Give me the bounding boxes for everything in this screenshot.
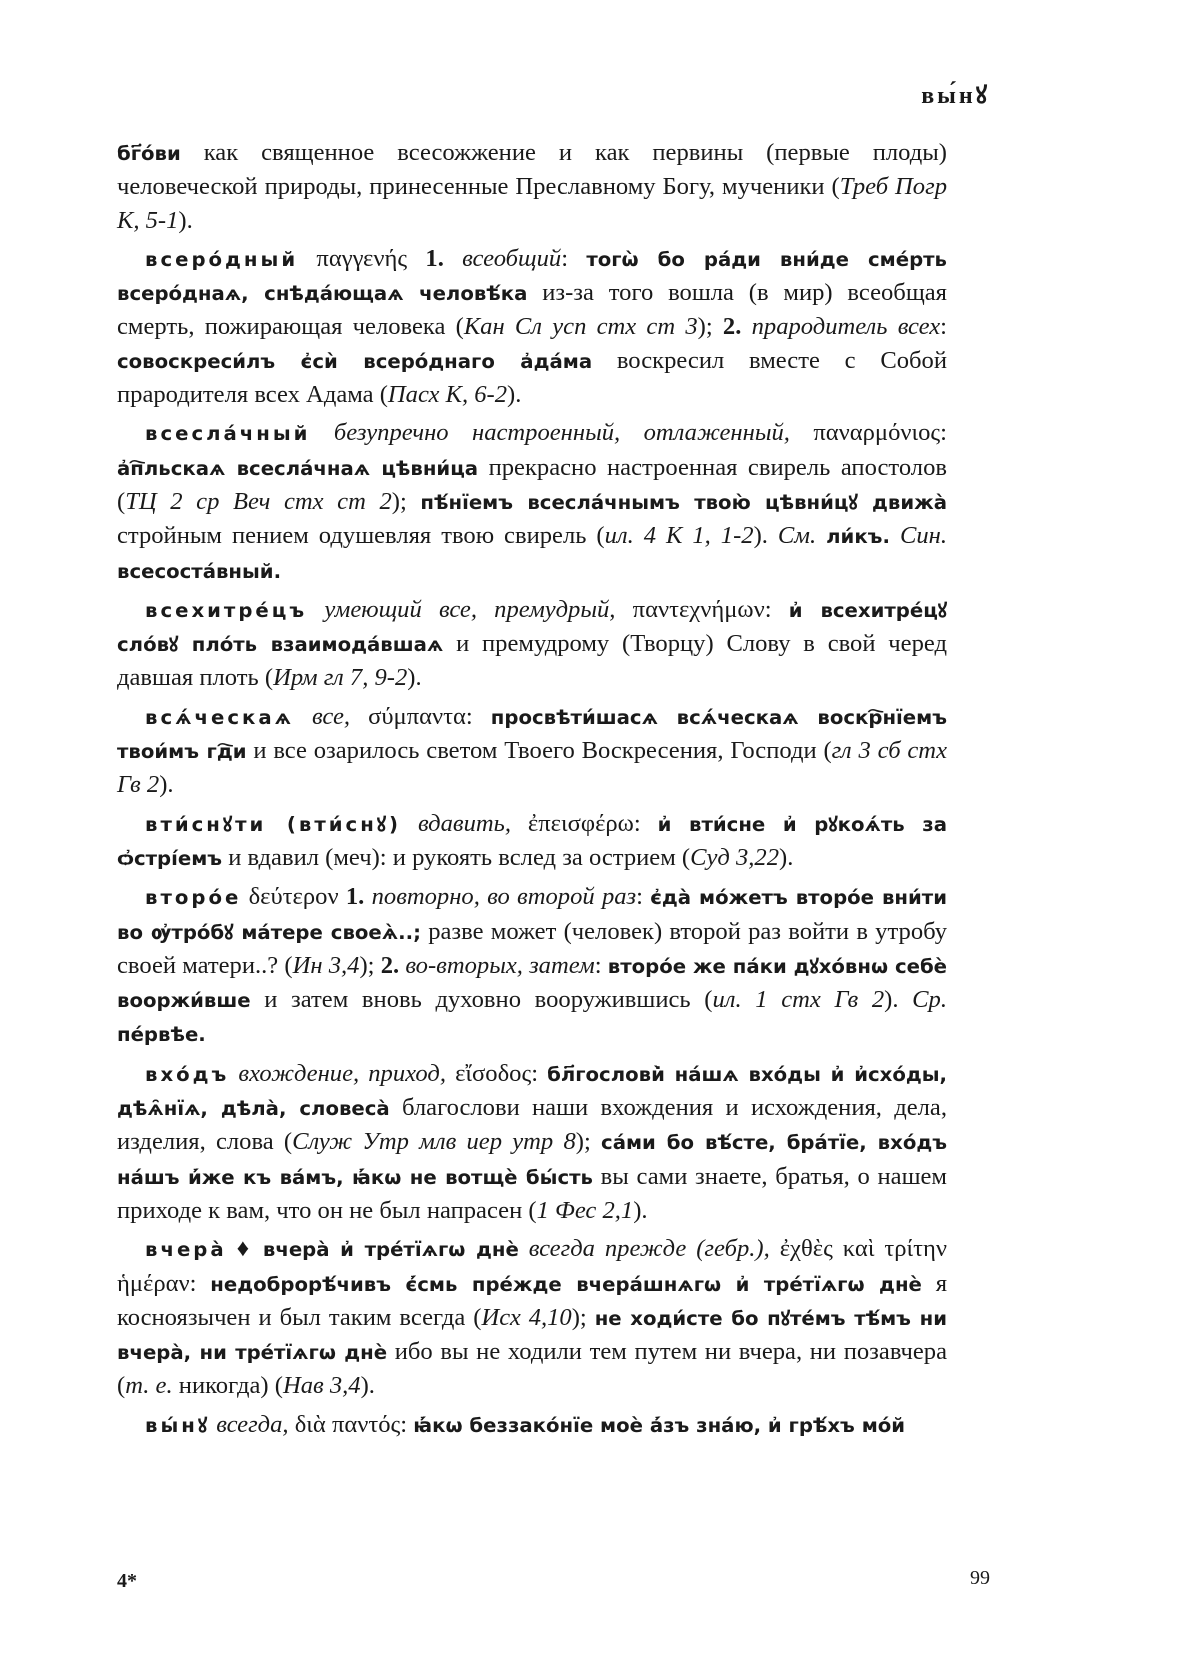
church-slavonic-text: вчера̀ и҆ тре́тїѧгѡ днѐ xyxy=(262,1238,519,1262)
text: ἐχθὲς καὶ τρίτην ἡμέραν: xyxy=(117,1235,948,1297)
bold-text: 1. xyxy=(345,883,365,911)
headword: вы́нꙋ xyxy=(145,1413,211,1437)
text: ♦ xyxy=(226,1235,263,1263)
text xyxy=(444,245,462,272)
church-slavonic-text: второ́е же па́ки дꙋхо́внѡ себѐ вооржи́вше xyxy=(117,954,948,1013)
church-slavonic-text: є҆да̀ мо́жетъ второ́е вни́ти во ѹ҆тро́бꙋ ма́тере своеѧ̀..; xyxy=(117,886,947,944)
bold-text: 1. xyxy=(425,244,444,272)
church-slavonic-text: и҆ всехитре́цꙋ сло́вꙋ пло́ть взаимода́вшаѧ xyxy=(117,598,947,657)
text: из-за того вошла (в мир) всеобщая смерть, пожирающая человека ( xyxy=(117,279,947,341)
church-slavonic-text: бл҃гослови̇̀ на́шѧ вхо́ды и҆ и҆схо́ды, дѣѧ̑нїѧ, дѣла̀, словеса̀ xyxy=(117,1062,947,1121)
church-slavonic-text: не ходи́сте бо пꙋте́мъ тѣ́мъ ни вчера̀, ни тре́тїѧгѡ днѐ xyxy=(117,1306,947,1365)
italic-text: Исх 4,10 xyxy=(481,1303,572,1331)
dictionary-entry xyxy=(117,242,947,411)
text: δεύτερον xyxy=(241,883,346,911)
bold-text: 2. xyxy=(380,951,400,979)
text: ). xyxy=(507,381,522,409)
text: стройным пением одушевляя твою свирель ( xyxy=(117,522,605,550)
text: ). xyxy=(753,522,778,550)
church-slavonic-text: тогѡ̀ бо ра́ди вни́де сме́рть всеро́днаѧ, снѣда́ющаѧ человѣ́ка xyxy=(117,247,947,306)
text: прекрасно настроенная свирель апостолов ( xyxy=(117,453,947,515)
text: ). xyxy=(159,771,174,799)
headword: всеро́дный xyxy=(145,247,299,271)
text: как священное всесожжение и как первины (первые плоды) человеческой природы, принесенные Преславному Богу, мученики ( xyxy=(117,139,947,201)
dictionary-entry xyxy=(117,1408,947,1442)
italic-text: Треб Погр К, 5-1 xyxy=(117,173,947,234)
text xyxy=(519,1235,529,1262)
text: ). xyxy=(407,664,422,692)
text: никогда) ( xyxy=(172,1372,283,1400)
italic-text: Ср. xyxy=(912,986,947,1014)
church-slavonic-text: ꙗ҆́кѡ беззако́нїе моѐ а҆́зъ зна́ю, и҆ грѣ́хъ мо́й xyxy=(413,1413,906,1437)
italic-text: Ирм гл 7, 9-2 xyxy=(273,664,408,692)
text: ); xyxy=(571,1303,595,1331)
text: διὰ παντός: xyxy=(288,1410,414,1438)
italic-text: Нав 3,4 xyxy=(282,1372,361,1400)
text: ибо вы не ходили тем путем ни вчера, ни позавчера ( xyxy=(117,1338,947,1400)
text: : xyxy=(636,883,651,911)
italic-text: повторно, во второй раз xyxy=(371,883,637,911)
signature-mark: 4* xyxy=(117,1570,137,1592)
text: : xyxy=(594,951,608,979)
italic-text: вхождение, приход, xyxy=(238,1059,446,1087)
text: παντεχνήμων: xyxy=(615,595,789,623)
italic-text: ТЦ 2 ср Веч стх ст 2 xyxy=(125,487,392,515)
italic-text: во-вторых, затем xyxy=(405,951,595,979)
text: ). xyxy=(178,206,193,234)
text: ); xyxy=(697,313,723,341)
text: я косноязычен и был таким всегда ( xyxy=(117,1269,947,1331)
text xyxy=(294,703,312,730)
page-number: 99 xyxy=(970,1567,990,1589)
text: воскресил вместе с Собой прародителя всех Адама ( xyxy=(117,346,947,409)
text xyxy=(310,419,333,446)
italic-text: Ин 3,4 xyxy=(292,951,360,979)
dictionary-entry xyxy=(117,1232,947,1402)
text: вы сами знаете, братья, о нашем приходе к вам, что он не был напрасен ( xyxy=(117,1162,947,1224)
italic-text: вдавить, xyxy=(417,809,511,837)
text: : xyxy=(940,313,947,341)
italic-text: всеобщий xyxy=(462,244,562,272)
text: ). xyxy=(633,1196,648,1224)
headword: вхо́дъ xyxy=(145,1062,230,1086)
dictionary-entry xyxy=(117,593,947,695)
text: σύμπαντα: xyxy=(350,702,491,730)
text: ); xyxy=(391,487,421,515)
text xyxy=(890,522,900,549)
text: παναρμόνιος: xyxy=(789,419,947,447)
church-slavonic-text: просвѣти́шасѧ всѧ́ческаѧ воскр҇нїемъ твои́мъ гд҇и xyxy=(117,705,947,764)
running-head: вы́нꙋ xyxy=(921,83,990,109)
dictionary-text xyxy=(117,136,947,1447)
italic-text: 1 Фес 2,1 xyxy=(536,1196,634,1224)
headword: всехитре́цъ xyxy=(145,598,308,622)
text: благослови наши вхождения и исхождения, дела, изделия, слова ( xyxy=(117,1094,947,1156)
text: ); xyxy=(359,951,381,979)
church-slavonic-text: совоскреси́лъ є҆сѝ всеро́днаго а҆да́ма xyxy=(117,349,593,373)
text: εἴσοδος: xyxy=(446,1059,548,1087)
church-slavonic-text: недоброрѣ́чивъ є҆́смь пре́жде вчера́шнѧгѡ и҆ тре́тїѧгѡ днѐ xyxy=(210,1272,922,1296)
italic-text: См. xyxy=(777,522,817,550)
dictionary-entry xyxy=(117,416,947,587)
text: ); xyxy=(575,1128,602,1156)
church-slavonic-text: и҆ вти́сне и҆ рꙋкоѧ́ть за ѻ҆стрі́емъ xyxy=(117,812,948,870)
church-slavonic-text: са́ми бо вѣ́сте, бра́тїе, вхо́дъ на́шъ и҆́же къ ва́мъ, ꙗ҆́кѡ не вотщѐ бы́сть xyxy=(117,1131,947,1189)
headword: вчера̀ xyxy=(145,1238,227,1262)
italic-text: т. е. xyxy=(125,1372,173,1400)
italic-text: гл 3 сб стх Гв 2 xyxy=(117,737,947,799)
church-slavonic-text: всесоста́вный. xyxy=(117,559,282,583)
dictionary-entry xyxy=(117,1057,947,1227)
italic-text: Син. xyxy=(899,522,947,550)
headword: второ́е xyxy=(145,886,242,910)
dictionary-entry xyxy=(117,807,947,876)
italic-text: безупречно настроенный, отлаженный, xyxy=(333,419,790,447)
text: и премудрому (Творцу) Слову в свой черед давшая плоть ( xyxy=(117,630,947,692)
italic-text: всегда, xyxy=(216,1410,289,1438)
italic-text: ил. 4 К 1, 1-2 xyxy=(604,522,754,550)
text: παγγενής xyxy=(298,244,426,272)
text xyxy=(307,596,324,623)
text: разве может (человек) второй раз войти в утробу своей матери..? ( xyxy=(117,917,947,979)
text: ). xyxy=(779,843,794,871)
text: ). xyxy=(884,986,913,1014)
italic-text: ил. 1 стх Гв 2 xyxy=(712,986,885,1014)
headword: вти́снꙋти (вти́снꙋ) xyxy=(145,812,402,836)
text: : xyxy=(561,244,587,272)
church-slavonic-text: ли́къ. xyxy=(826,525,890,549)
church-slavonic-text: бг҃о́ви xyxy=(117,142,181,165)
text: ἐπεισφέρω: xyxy=(511,809,658,837)
text: и затем вновь духовно вооружившись ( xyxy=(250,986,713,1014)
italic-text: прародитель всех xyxy=(751,313,941,341)
headword: всѧ́ческаѧ xyxy=(145,705,294,729)
italic-text: всегда прежде (гебр.), xyxy=(528,1235,770,1263)
church-slavonic-text: а҆п҇льскаѧ всесла́чнаѧ цѣвни́ца xyxy=(117,456,479,480)
italic-text: Служ Утр млв иер утр 8 xyxy=(292,1128,576,1156)
headword: всесла́чный xyxy=(145,422,311,446)
text: и все озарилось светом Твоего Воскресения, Господи ( xyxy=(246,737,832,765)
dictionary-entry xyxy=(117,136,947,237)
bold-text: 2. xyxy=(722,313,742,341)
church-slavonic-text: пе́рвѣе. xyxy=(117,1023,206,1047)
italic-text: все, xyxy=(312,702,351,730)
church-slavonic-text: пѣ́нїемъ всесла́чнымъ твою̀ цѣвни́цꙋ движа̀ xyxy=(420,490,947,514)
dictionary-entry xyxy=(117,700,947,802)
text xyxy=(401,810,418,837)
text: и вдавил (меч): и рукоять вслед за острием ( xyxy=(222,843,691,871)
italic-text: Кан Сл усп стх ст 3 xyxy=(463,313,698,341)
text: ). xyxy=(360,1372,375,1400)
italic-text: Суд 3,22 xyxy=(690,843,780,871)
text xyxy=(741,313,751,340)
dictionary-entry xyxy=(117,880,947,1051)
italic-text: Пасх К, 6-2 xyxy=(387,381,508,409)
text xyxy=(816,522,826,549)
italic-text: умеющий все, премудрый, xyxy=(324,595,616,623)
text xyxy=(364,883,371,910)
